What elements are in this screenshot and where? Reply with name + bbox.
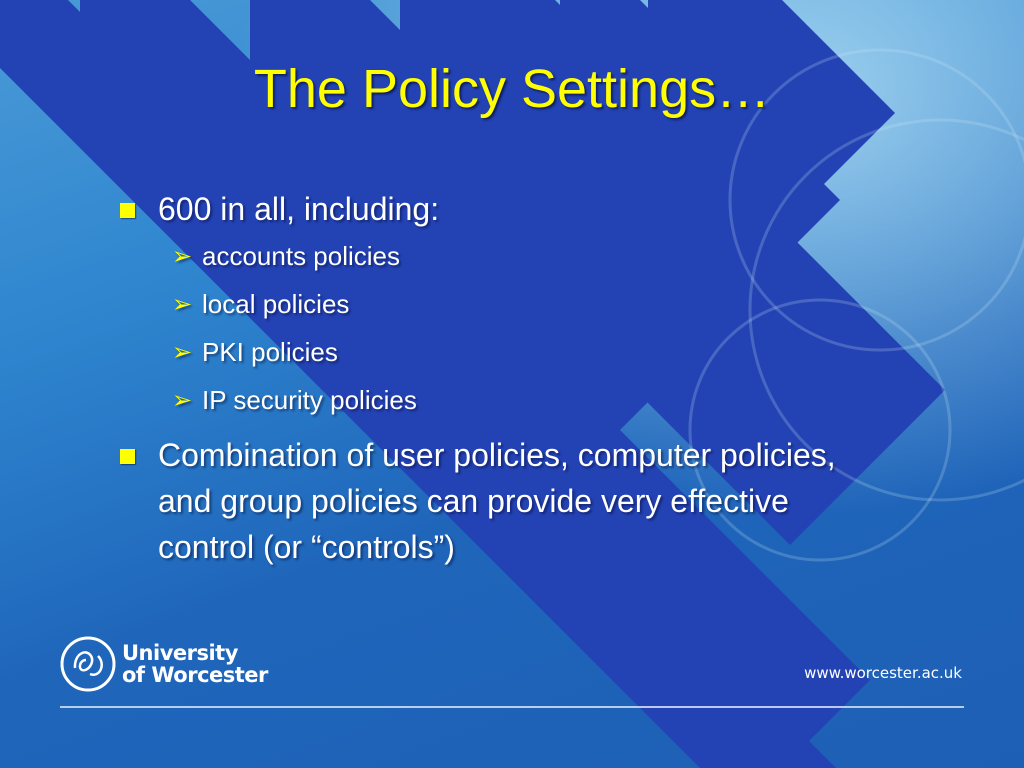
sub-bullet-item [120, 376, 880, 424]
bullet-item [120, 186, 880, 232]
arrow-bullet-icon: ➢ [172, 386, 193, 414]
square-bullet-icon [120, 449, 135, 464]
bullet-text: Combination of user policies, computer policies, and group policies can provide very effective control (or “controls”) [158, 437, 836, 565]
arrow-bullet-icon: ➢ [172, 242, 193, 270]
bullet-list [120, 186, 880, 570]
university-logo-icon [58, 634, 118, 694]
logo-line-2: of Worcester [122, 663, 268, 687]
website-url: www.worcester.ac.uk [804, 664, 962, 682]
bullet-text: 600 in all, including: [158, 191, 440, 227]
sub-bullet-item [120, 328, 880, 376]
slide-title: The Policy Settings… [253, 59, 771, 119]
spacer [120, 424, 880, 432]
square-bullet-icon [120, 203, 135, 218]
footer-divider [60, 706, 964, 708]
sub-bullet-item [120, 232, 880, 280]
sub-bullet-text: PKI policies [202, 337, 338, 367]
bullet-item [120, 432, 880, 570]
arrow-bullet-icon: ➢ [172, 290, 193, 318]
sub-bullet-text: local policies [202, 289, 350, 319]
arrow-bullet-icon: ➢ [172, 338, 193, 366]
logo-line-1: University [122, 641, 238, 665]
sub-bullet-text: IP security policies [202, 385, 417, 415]
sub-bullet-item [120, 280, 880, 328]
logo-wordmark [122, 642, 268, 686]
sub-bullet-text: accounts policies [202, 241, 400, 271]
university-logo [58, 634, 298, 694]
